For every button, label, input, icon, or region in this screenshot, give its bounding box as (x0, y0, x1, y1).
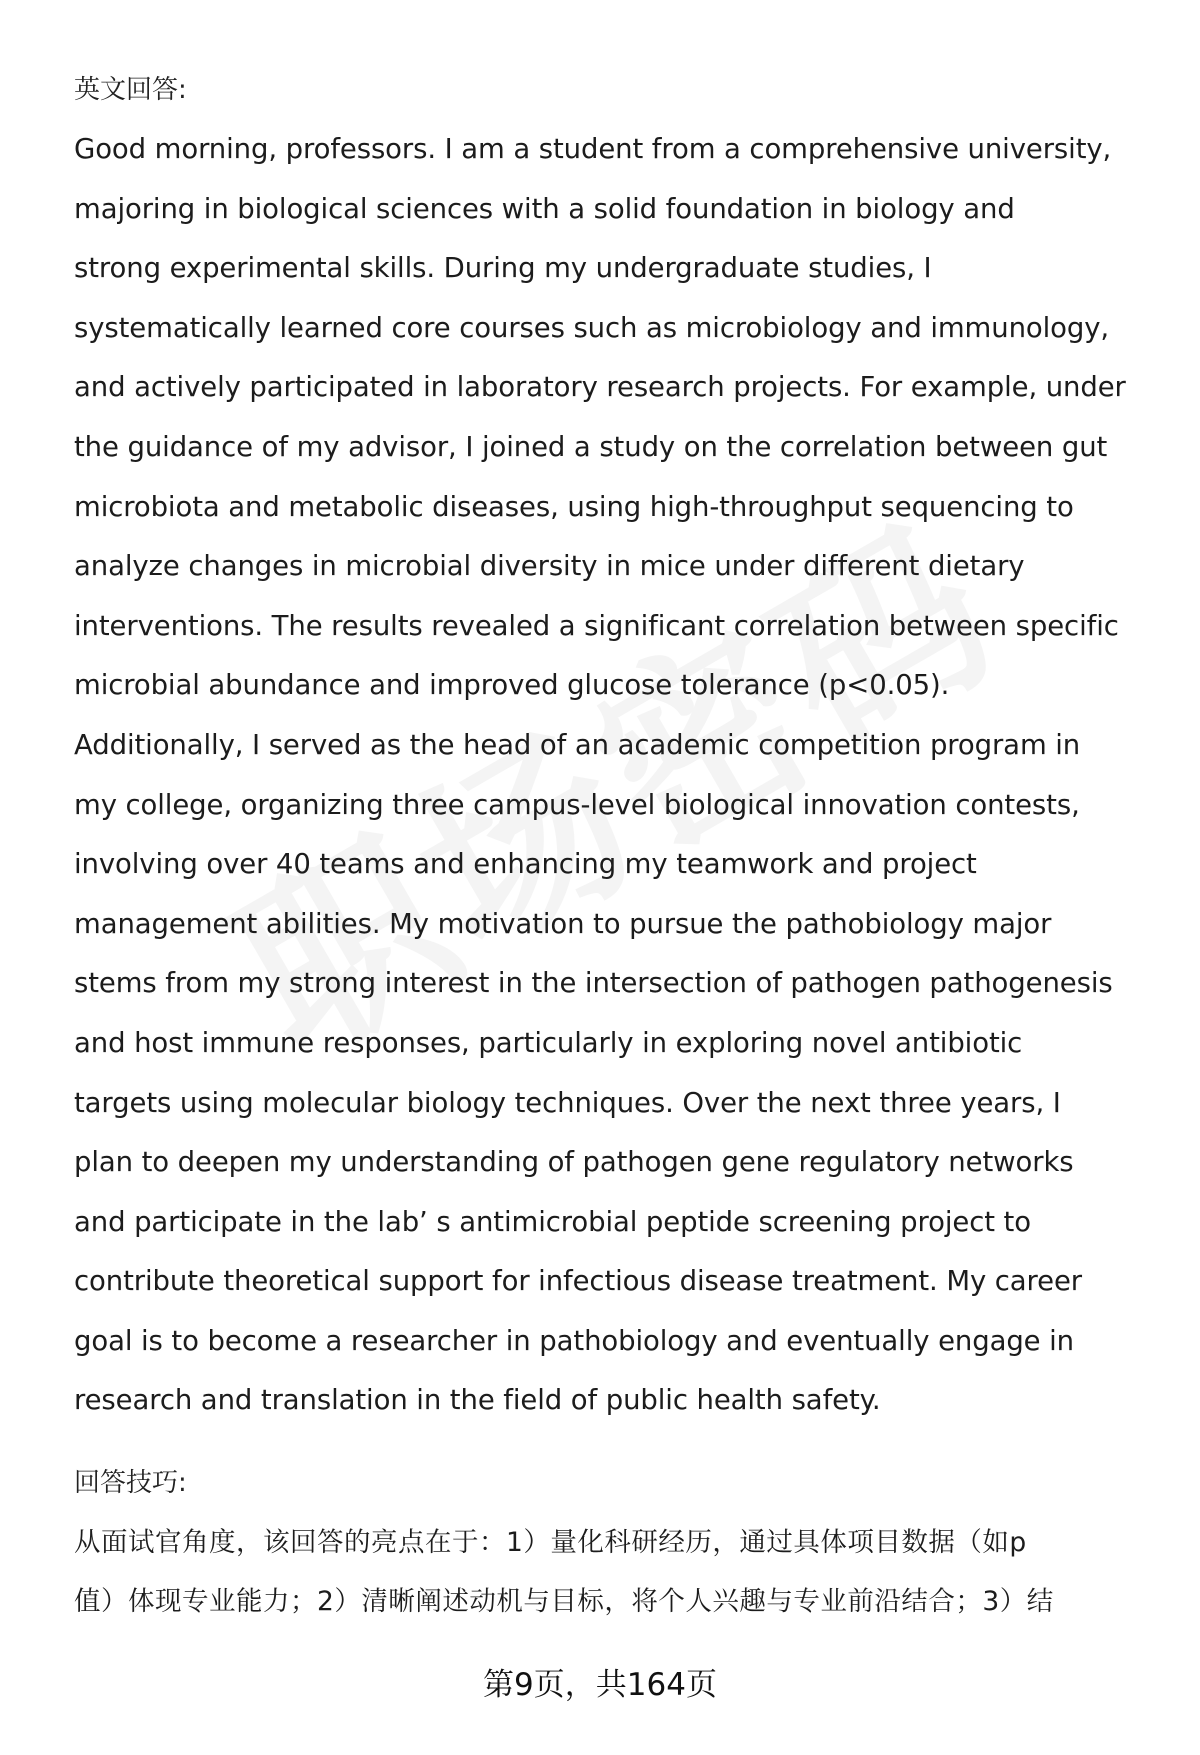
english-answer-line: majoring in biological sciences with a solid foundation in biology and (74, 192, 1015, 225)
english-answer-line: interventions. The results revealed a significant correlation between specific (74, 609, 1119, 642)
english-answer-line: management abilities. My motivation to pursue the pathobiology major (74, 907, 1052, 940)
section-spacer (74, 1431, 1170, 1455)
english-answer-body (74, 120, 1170, 1431)
page-content (74, 62, 1170, 1631)
english-answer-line: stems from my strong interest in the intersection of pathogen pathogenesis (74, 967, 1113, 1000)
english-answer-line: research and translation in the field of public health safety. (74, 1384, 881, 1417)
english-answer-line: and actively participated in laboratory research projects. For example, under (74, 371, 1126, 404)
english-answer-line: microbial abundance and improved glucose tolerance (p<0.05). (74, 669, 950, 702)
english-answer-line: targets using molecular biology techniques. Over the next three years, I (74, 1086, 1061, 1119)
english-answer-line: plan to deepen my understanding of pathogen gene regulatory networks (74, 1146, 1074, 1179)
english-answer-line: goal is to become a researcher in pathobiology and eventually engage in (74, 1324, 1075, 1357)
english-answer-line: strong experimental skills. During my undergraduate studies, I (74, 252, 932, 285)
english-answer-line: the guidance of my advisor, I joined a study on the correlation between gut (74, 430, 1108, 463)
answer-tips-label: 回答技巧: (74, 1468, 187, 1499)
english-answer-line: analyze changes in microbial diversity in mice under different dietary (74, 550, 1025, 583)
english-answer-line: involving over 40 teams and enhancing my teamwork and project (74, 848, 977, 881)
answer-tips-line: 值）体现专业能力；2）清晰阐述动机与目标，将个人兴趣与专业前沿结合；3）结 (74, 1586, 1054, 1618)
english-answer-line: systematically learned core courses such as microbiology and immunology, (74, 311, 1110, 344)
page-number-footer: 第9页，共164页 (483, 1667, 717, 1703)
english-answer-line: and participate in the lab’ s antimicrobial peptide screening project to (74, 1205, 1031, 1238)
english-answer-line: Good morning, professors. I am a student from a comprehensive university, (74, 133, 1112, 165)
english-answer-line: contribute theoretical support for infectious disease treatment. My career (74, 1265, 1082, 1298)
english-answer-line: and host immune responses, particularly in exploring novel antibiotic (74, 1026, 1023, 1059)
english-answer-line: my college, organizing three campus-level biological innovation contests, (74, 788, 1080, 821)
english-answer-label: 英文回答: (74, 75, 187, 105)
english-answer-line: microbiota and metabolic diseases, using high-throughput sequencing to (74, 490, 1074, 523)
answer-tips-body (74, 1513, 1170, 1631)
english-answer-line: Additionally, I served as the head of an academic competition program in (74, 728, 1081, 761)
answer-tips-line: 从面试官角度，该回答的亮点在于：1）量化科研经历，通过具体项目数据（如p (74, 1527, 1027, 1559)
